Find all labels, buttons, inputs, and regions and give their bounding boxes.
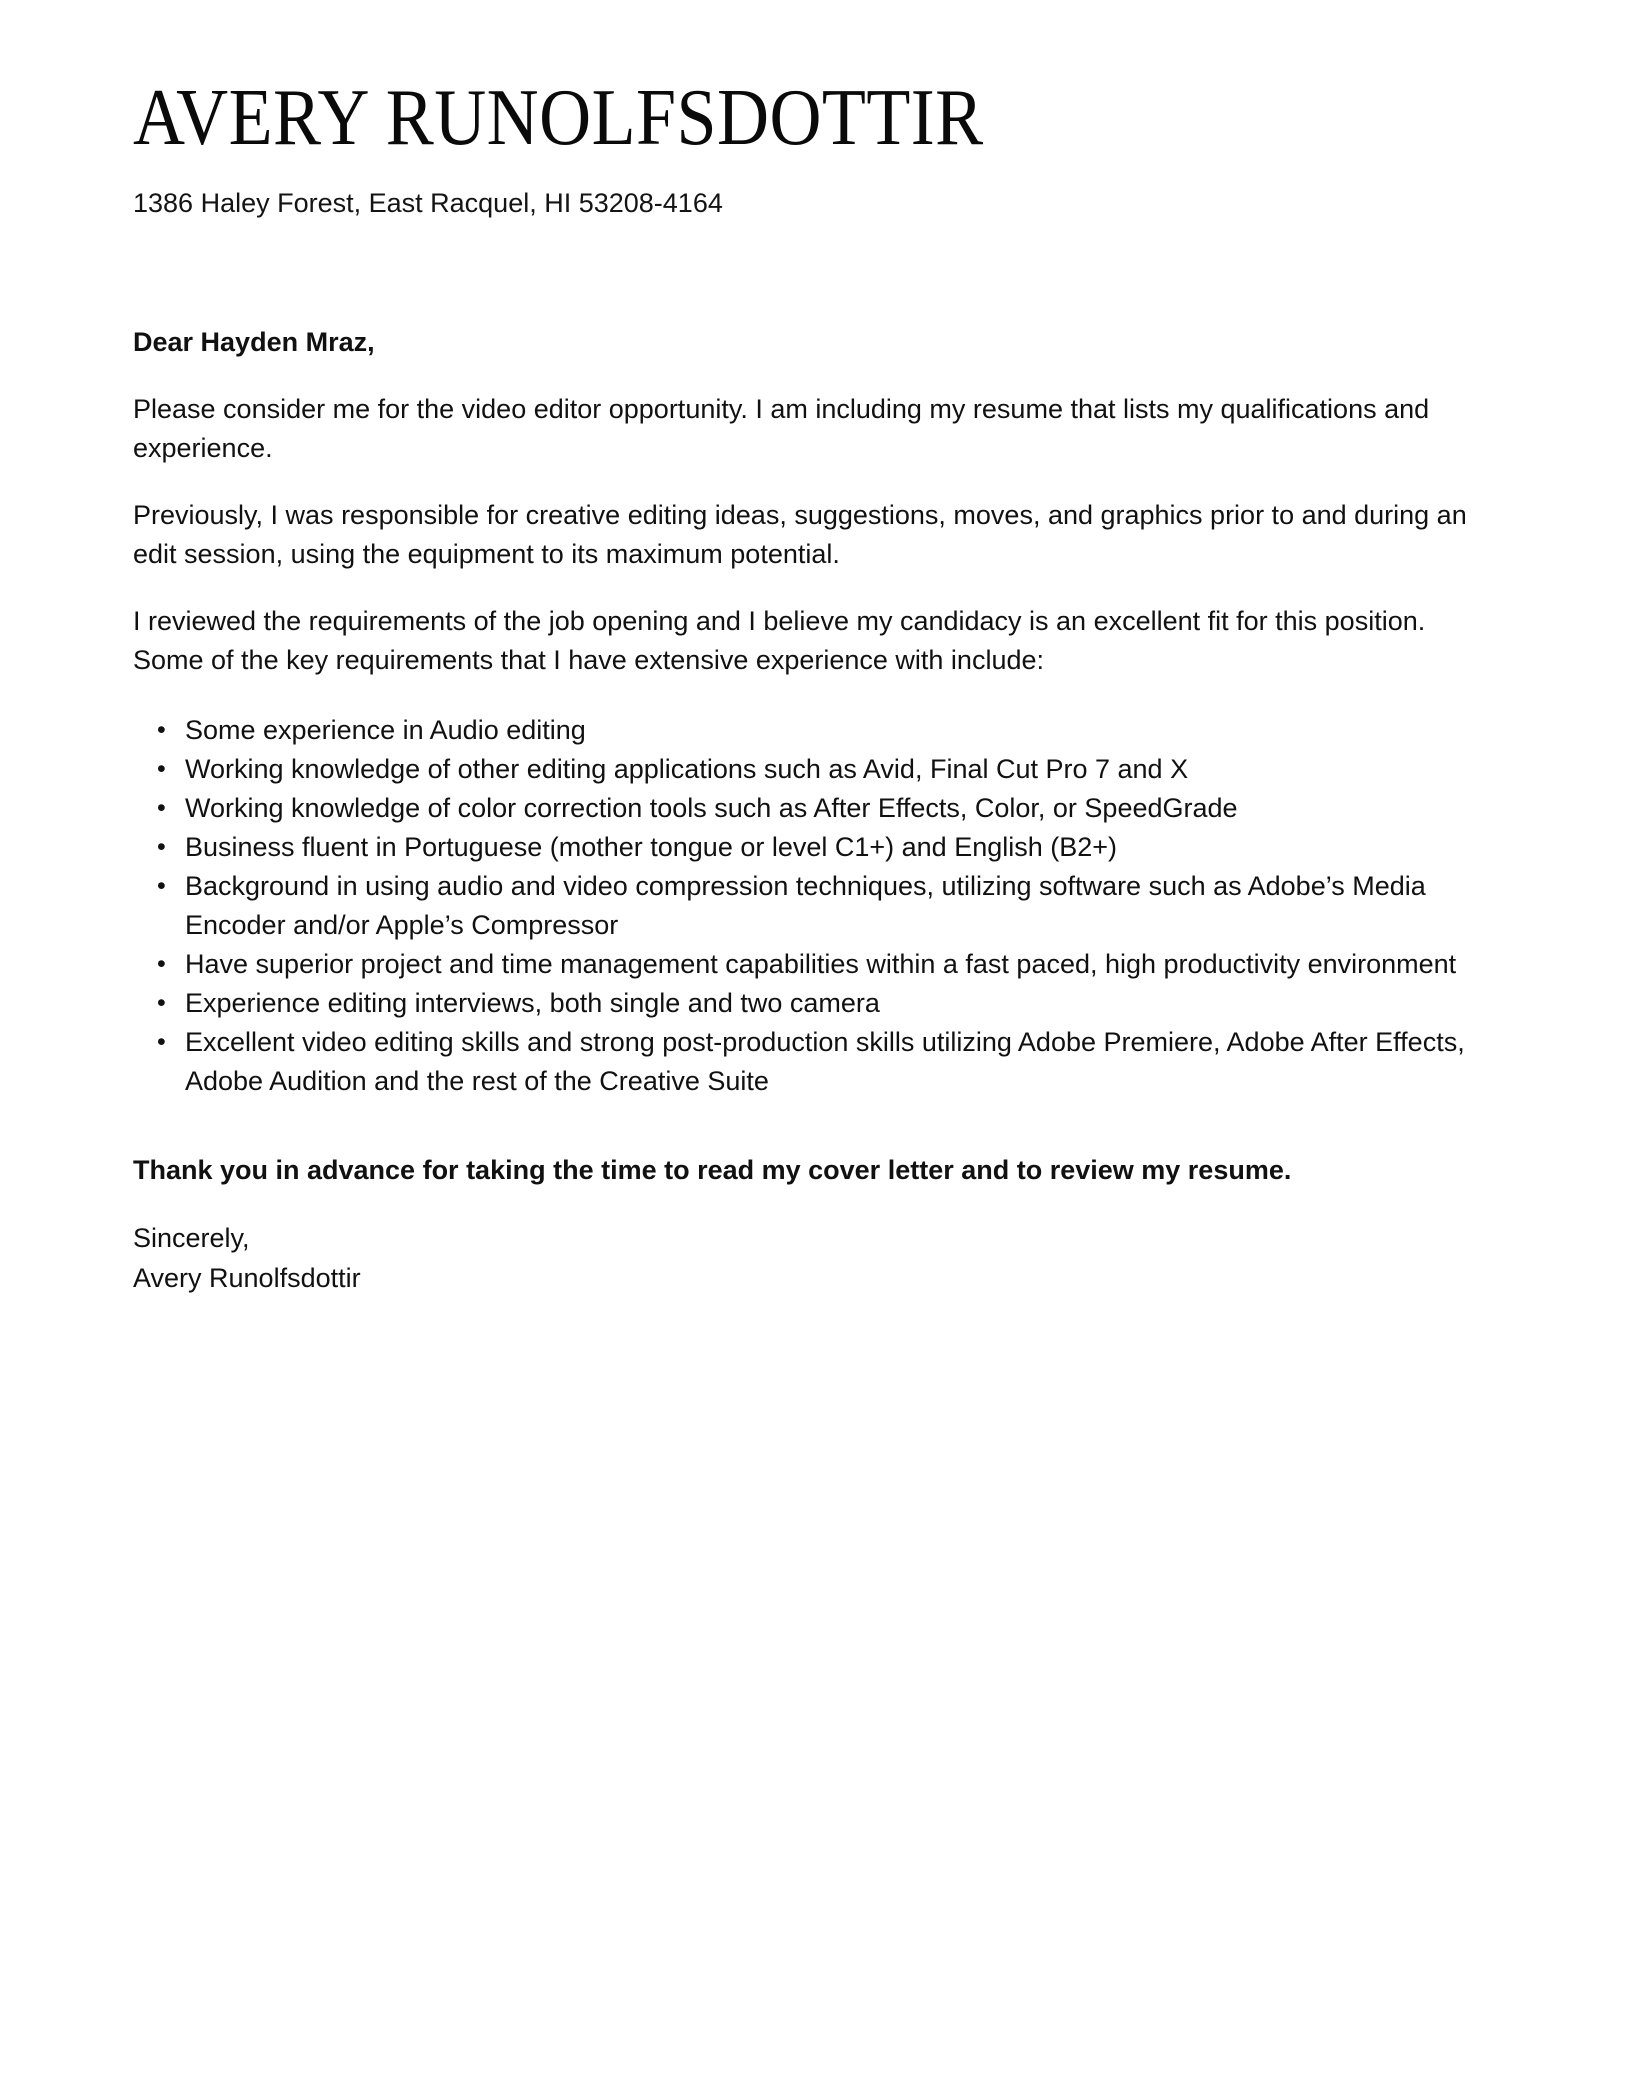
closing-statement: Thank you in advance for taking the time to read my cover letter and to review my resume. (133, 1155, 1292, 1185)
list-item-text: Background in using audio and video compression techniques, utilizing software such as Adobe’s Media Encoder and/or Apple’s Compressor (185, 871, 1426, 940)
list-item (133, 711, 1490, 750)
paragraph-experience: Previously, I was responsible for creative editing ideas, suggestions, moves, and graphics prior to and during an edit session, using the equipment to its maximum potential. (133, 500, 1467, 569)
list-item (133, 750, 1490, 789)
applicant-address: 1386 Haley Forest, East Racquel, HI 53208-4164 (133, 188, 723, 218)
signoff (133, 1218, 1490, 1298)
paragraph-requirements-lead: I reviewed the requirements of the job opening and I believe my candidacy is an excellent fit for this position. Some of the key requirements that I have extensive experience with include: (133, 606, 1426, 675)
bullet-icon: • (157, 950, 166, 978)
list-item (133, 984, 1490, 1023)
bullet-icon: • (157, 755, 166, 783)
list-item-text: Some experience in Audio editing (185, 715, 586, 745)
list-item-text: Excellent video editing skills and strong post-production skills utilizing Adobe Premiere, Adobe After Effects, Adobe Audition and the rest of the Creative Suite (185, 1027, 1465, 1096)
list-item (133, 789, 1490, 828)
list-item (133, 1023, 1490, 1101)
valediction: Sincerely, (133, 1223, 250, 1253)
list-item (133, 828, 1490, 867)
list-item-text: Working knowledge of color correction tools such as After Effects, Color, or SpeedGrade (185, 793, 1238, 823)
bullet-icon: • (157, 872, 166, 900)
applicant-name: AVERY RUNOLFSDOTTIR (133, 74, 984, 162)
bullet-icon: • (157, 794, 166, 822)
list-item-text: Have superior project and time management capabilities within a fast paced, high productivity environment (185, 949, 1457, 979)
bullet-icon: • (157, 989, 166, 1017)
salutation: Dear Hayden Mraz, (133, 327, 375, 357)
letter-header (133, 74, 1490, 223)
bullet-icon: • (157, 1028, 166, 1056)
list-item-text: Experience editing interviews, both single and two camera (185, 988, 880, 1018)
signature-name: Avery Runolfsdottir (133, 1263, 361, 1293)
list-item (133, 945, 1490, 984)
list-item (133, 867, 1490, 945)
list-item-text: Working knowledge of other editing applications such as Avid, Final Cut Pro 7 and X (185, 754, 1189, 784)
bullet-icon: • (157, 716, 166, 744)
paragraph-intro: Please consider me for the video editor opportunity. I am including my resume that lists my qualifications and experience. (133, 394, 1430, 463)
letter-body (133, 323, 1490, 1298)
requirements-list (133, 711, 1490, 1101)
list-item-text: Business fluent in Portuguese (mother tongue or level C1+) and English (B2+) (185, 832, 1118, 862)
bullet-icon: • (157, 833, 166, 861)
